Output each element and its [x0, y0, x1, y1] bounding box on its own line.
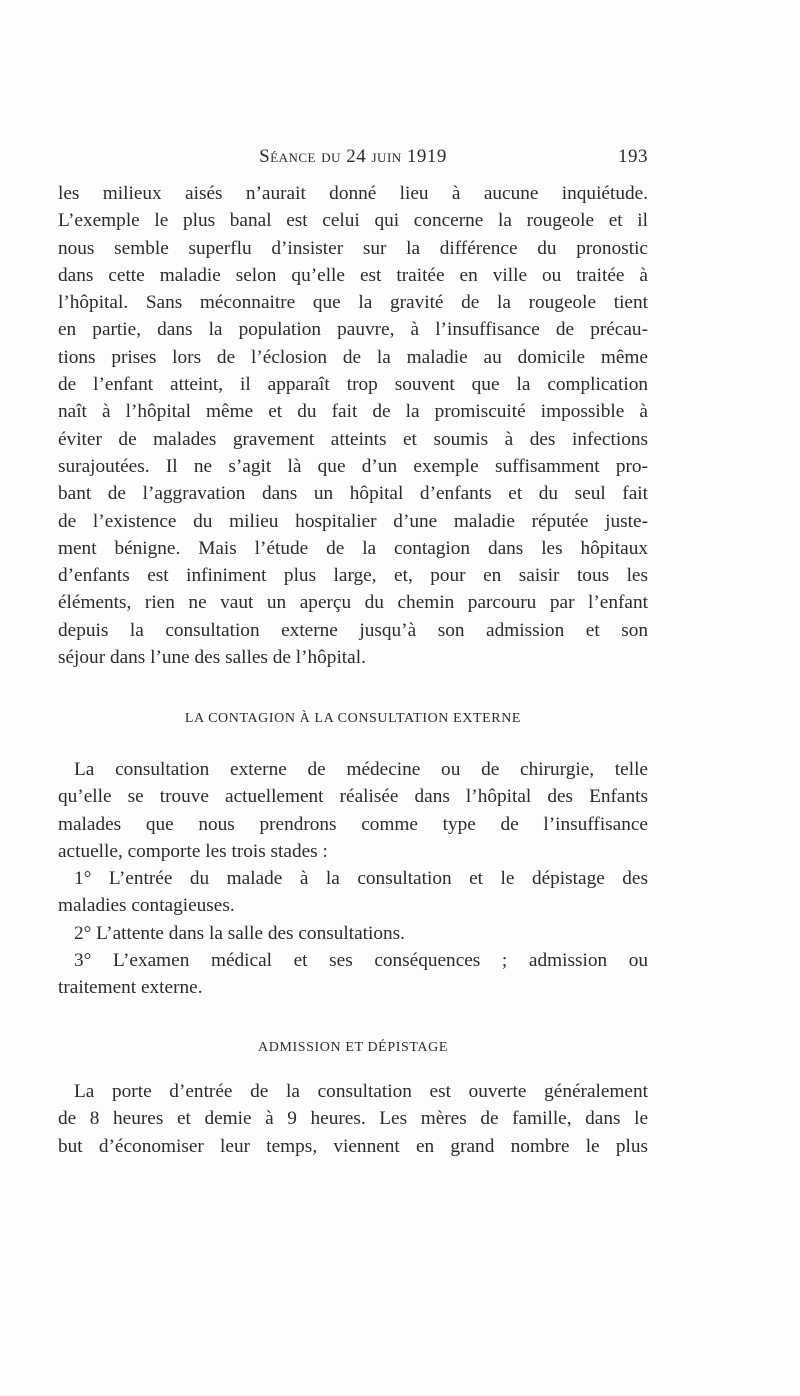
list-item-2: 2° L’attente dans la salle des consultations. — [74, 922, 405, 944]
text-line: La consultation externe de médecine ou de chirurgie, telle — [74, 759, 648, 780]
text-line: éléments, rien ne vaut un aperçu du chemin parcouru par l’enfant — [58, 592, 648, 614]
text-line: bant de l’aggravation dans un hôpital d’enfants et du seul fait — [58, 483, 648, 505]
text-line: séjour dans l’une des salles de l’hôpital. — [58, 647, 366, 669]
text-line: traitement externe. — [58, 977, 203, 999]
page-header — [58, 146, 648, 172]
text-line: actuelle, comporte les trois stades : — [58, 840, 328, 862]
text-line: surajoutées. Il ne s’agit là que d’un exemple suffisamment pro- — [58, 455, 648, 477]
running-title: Séance du 24 juin 1919 — [259, 146, 447, 167]
text-line: malades que nous prendrons comme type de l’insuffisance — [58, 813, 648, 835]
text-line: ment bénigne. Mais l’étude de la contagion dans les hôpitaux — [58, 537, 648, 559]
section-heading: ADMISSION ET DÉPISTAGE — [258, 1040, 448, 1055]
text-line: dans cette maladie selon qu’elle est traitée en ville ou traitée à — [58, 264, 648, 286]
page-number: 193 — [618, 146, 648, 167]
paragraph-intro — [58, 180, 648, 671]
text-line: d’enfants est infiniment plus large, et, pour en saisir tous les — [58, 565, 648, 587]
list-item-3: 3° L’examen médical et ses conséquences ; admission ou — [74, 950, 648, 972]
text-line: but d’économiser leur temps, viennent en grand nombre le plus — [58, 1135, 648, 1157]
text-line: en partie, dans la population pauvre, à l’insuffisance de précau- — [58, 319, 648, 341]
text-line: de l’enfant atteint, il apparaît trop souvent que la complication — [58, 374, 648, 396]
text-line: maladies contagieuses. — [58, 895, 235, 917]
text-line: naît à l’hôpital même et du fait de la promiscuité impossible à — [58, 401, 648, 423]
text-line: tions prises lors de l’éclosion de la maladie au domicile même — [58, 346, 648, 368]
text-line: La porte d’entrée de la consultation est ouverte généralement — [74, 1081, 648, 1102]
text-line: l’hôpital. Sans méconnaitre que la gravité de la rougeole tient — [58, 292, 648, 314]
text-line: de 8 heures et demie à 9 heures. Les mères de famille, dans le — [58, 1108, 648, 1130]
text-line: les milieux aisés n’aurait donné lieu à aucune inquiétude. — [58, 183, 648, 204]
text-line: depuis la consultation externe jusqu’à son admission et son — [58, 619, 648, 641]
text-line: de l’existence du milieu hospitalier d’une maladie réputée juste- — [58, 510, 648, 532]
text-line: L’exemple le plus banal est celui qui concerne la rougeole et il — [58, 210, 648, 232]
text-line: nous semble superflu d’insister sur la différence du pronostic — [58, 237, 648, 259]
paragraph-admission — [58, 1078, 648, 1160]
list-item-1: 1° L’entrée du malade à la consultation et le dépistage des — [74, 868, 648, 890]
paragraph-consultation — [58, 756, 648, 1002]
section-heading: LA CONTAGION À LA CONSULTATION EXTERNE — [184, 711, 522, 726]
text-line: éviter de malades gravement atteints et soumis à des infections — [58, 428, 648, 450]
text-line: qu’elle se trouve actuellement réalisée dans l’hôpital des Enfants — [58, 786, 648, 808]
